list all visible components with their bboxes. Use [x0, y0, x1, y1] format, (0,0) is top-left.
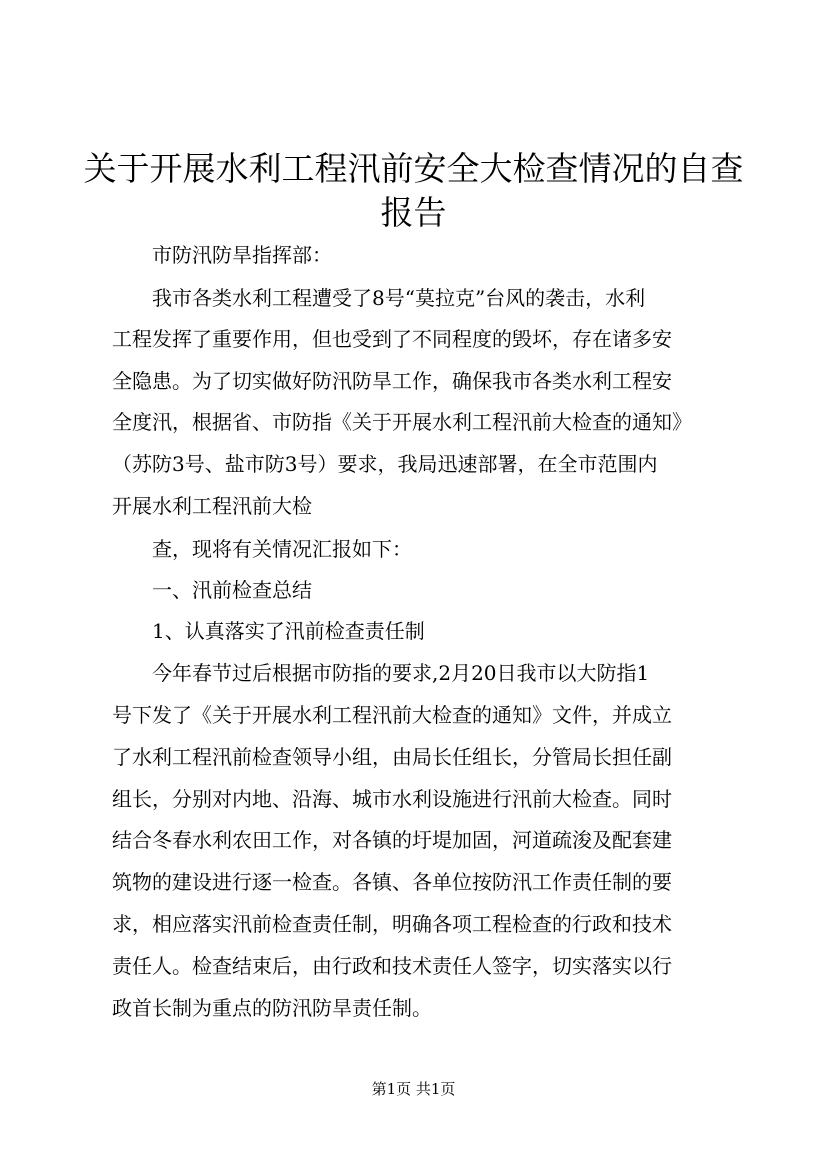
- document-title-line-1: 关于开展水利工程汛前安全大检查情况的自查: [83, 149, 744, 188]
- body-line: 了水利工程汛前检查领导小组，由局长任组长，分管局长担任副: [112, 745, 672, 769]
- body-line: 全度汛，根据省、市防指《关于开展水利工程汛前大检查的通知》: [112, 410, 692, 434]
- body-line: 查，现将有关情况汇报如下：: [152, 537, 412, 561]
- body-line: 结合冬春水利农田工作，对各镇的圩堤加固，河道疏浚及配套建: [112, 828, 672, 852]
- body-line: 全隐患。为了切实做好防汛防旱工作，确保我市各类水利工程安: [112, 369, 672, 393]
- section-heading: 一、汛前检查总结: [152, 578, 312, 602]
- body-line: 今年春节过后根据市防指的要求,2月20日我市以大防指1: [152, 661, 650, 685]
- body-line: 我市各类水利工程遭受了8号“莫拉克”台风的袭击，水利: [152, 286, 646, 310]
- body-line: 政首长制为重点的防汛防旱责任制。: [112, 996, 432, 1020]
- body-line: 责任人。检查结束后，由行政和技术责任人签字，切实落实以行: [112, 954, 672, 978]
- document-title-line-2: 报告: [380, 193, 447, 232]
- body-line: 工程发挥了重要作用，但也受到了不同程度的毁坏，存在诸多安: [112, 327, 672, 351]
- body-line: 号下发了《关于开展水利工程汛前大检查的通知》文件，并成立: [112, 703, 672, 727]
- page-footer: 第1页 共1页: [371, 1080, 456, 1098]
- salutation: 市防汛防旱指挥部：: [152, 243, 332, 267]
- body-line: （苏防3号、盐市防3号）要求，我局迅速部署，在全市范围内: [112, 452, 658, 476]
- body-line: 求，相应落实汛前检查责任制，明确各项工程检查的行政和技术: [112, 912, 672, 936]
- subsection-heading: 1、认真落实了汛前检查责任制: [152, 619, 425, 643]
- body-line: 开展水利工程汛前大检: [112, 494, 312, 518]
- body-line: 筑物的建设进行逐一检查。各镇、各单位按防汛工作责任制的要: [112, 870, 672, 894]
- body-line: 组长，分别对内地、沿海、城市水利设施进行汛前大检查。同时: [112, 787, 672, 811]
